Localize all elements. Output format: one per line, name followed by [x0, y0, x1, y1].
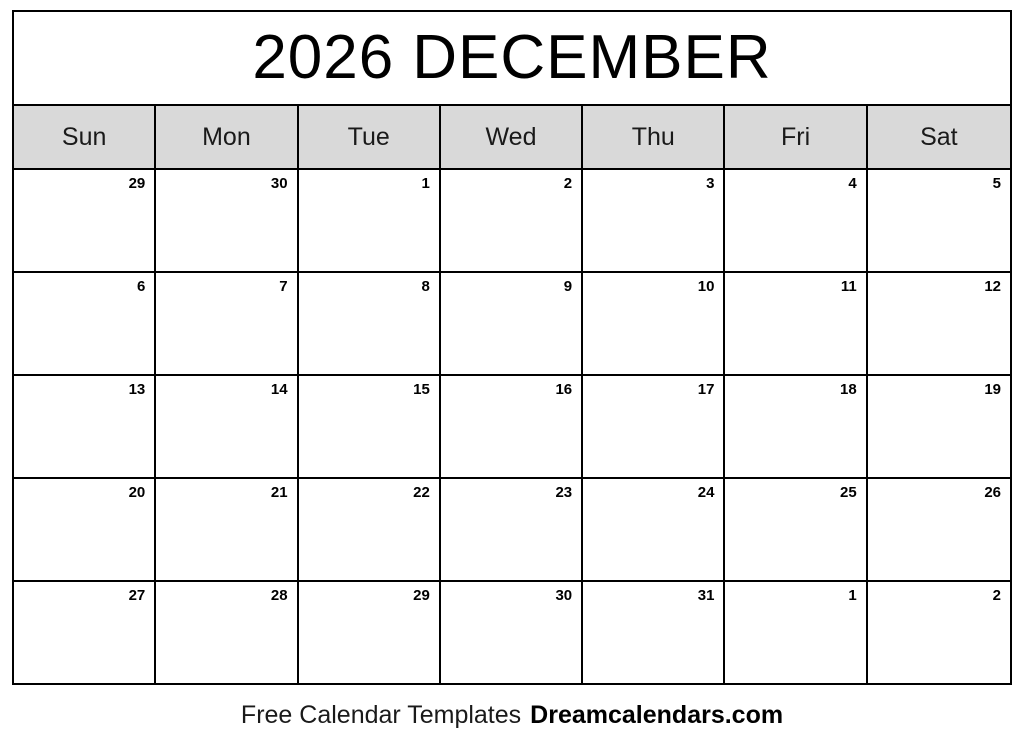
week-row: [14, 273, 1010, 376]
day-cell[interactable]: [299, 170, 441, 271]
day-cell[interactable]: [14, 479, 156, 580]
day-number: 6: [136, 278, 146, 295]
day-cell[interactable]: [868, 479, 1010, 580]
day-cell[interactable]: [868, 170, 1010, 271]
day-cell[interactable]: [725, 170, 867, 271]
day-number: 26: [984, 484, 1001, 501]
title-month: DECEMBER: [412, 23, 772, 92]
day-number: 29: [413, 587, 430, 604]
week-row: [14, 376, 1010, 479]
day-number: 24: [697, 484, 715, 501]
day-number: 8: [421, 278, 430, 295]
day-cell[interactable]: [441, 376, 583, 477]
day-number: 5: [992, 175, 1001, 192]
day-cell[interactable]: [14, 170, 156, 271]
weekday-wed: [441, 106, 583, 168]
day-cell[interactable]: [156, 273, 298, 374]
weekday-label: Wed: [485, 122, 537, 151]
day-number: 22: [413, 484, 430, 501]
day-number: 1: [848, 587, 857, 604]
day-cell[interactable]: [299, 273, 441, 374]
calendar-footer: [12, 685, 1012, 745]
day-number: 30: [270, 175, 288, 192]
day-cell[interactable]: [725, 376, 867, 477]
day-number: 9: [563, 278, 573, 295]
day-number: 31: [697, 587, 715, 604]
weekday-fri: [725, 106, 867, 168]
day-number: 7: [279, 278, 288, 295]
day-number: 1: [421, 175, 430, 192]
day-number: 25: [840, 484, 857, 501]
weekday-label: Tue: [347, 122, 390, 151]
day-cell[interactable]: [583, 479, 725, 580]
day-cell[interactable]: [725, 479, 867, 580]
day-cell[interactable]: [14, 376, 156, 477]
day-number: 27: [128, 587, 146, 604]
day-number: 13: [128, 381, 146, 398]
day-number: 16: [555, 381, 573, 398]
title-year: 2026: [252, 23, 395, 92]
day-number: 29: [128, 175, 146, 192]
weekday-label: Mon: [202, 122, 251, 151]
day-number: 21: [270, 484, 288, 501]
day-cell[interactable]: [583, 582, 725, 683]
day-number: 30: [555, 587, 573, 604]
footer-brand[interactable]: Dreamcalendars.com: [530, 700, 784, 729]
weekday-header-row: [14, 106, 1010, 170]
day-number: 11: [840, 278, 857, 295]
day-cell[interactable]: [441, 582, 583, 683]
day-number: 14: [270, 381, 288, 398]
day-number: 2: [992, 587, 1001, 604]
day-cell[interactable]: [14, 582, 156, 683]
day-number: 20: [128, 484, 146, 501]
day-cell[interactable]: [868, 376, 1010, 477]
day-cell[interactable]: [868, 582, 1010, 683]
day-number: 3: [706, 175, 715, 192]
day-cell[interactable]: [583, 170, 725, 271]
day-number: 18: [840, 381, 857, 398]
day-number: 4: [848, 175, 857, 192]
weekday-label: Thu: [631, 122, 675, 151]
weekday-tue: [299, 106, 441, 168]
day-cell[interactable]: [441, 273, 583, 374]
day-number: 12: [984, 278, 1001, 295]
week-row: [14, 170, 1010, 273]
day-cell[interactable]: [725, 273, 867, 374]
day-number: 2: [563, 175, 573, 192]
day-cell[interactable]: [583, 273, 725, 374]
day-cell[interactable]: [868, 273, 1010, 374]
day-cell[interactable]: [441, 479, 583, 580]
day-cell[interactable]: [14, 273, 156, 374]
weekday-label: Fri: [780, 122, 811, 151]
week-row: [14, 582, 1010, 683]
weekday-thu: [583, 106, 725, 168]
day-number: 15: [413, 381, 430, 398]
day-number: 17: [697, 381, 715, 398]
weekday-sat: [868, 106, 1010, 168]
weekday-sun: [14, 106, 156, 168]
day-number: 10: [697, 278, 715, 295]
day-cell[interactable]: [299, 376, 441, 477]
day-cell[interactable]: [299, 582, 441, 683]
day-cell[interactable]: [156, 582, 298, 683]
day-cell[interactable]: [441, 170, 583, 271]
weekday-label: Sun: [61, 122, 107, 151]
week-row: [14, 479, 1010, 582]
title-line: [252, 23, 772, 92]
calendar-table: [12, 10, 1012, 685]
day-cell[interactable]: [156, 479, 298, 580]
day-cell[interactable]: [583, 376, 725, 477]
day-cell[interactable]: [725, 582, 867, 683]
calendar-title: [14, 12, 1010, 106]
weekday-label: Sat: [920, 122, 958, 151]
footer-text: Free Calendar Templates: [240, 700, 522, 729]
day-number: 28: [270, 587, 288, 604]
day-cell[interactable]: [299, 479, 441, 580]
day-cell[interactable]: [156, 376, 298, 477]
day-number: 23: [555, 484, 573, 501]
day-cell[interactable]: [156, 170, 298, 271]
weekday-mon: [156, 106, 298, 168]
day-number: 19: [984, 381, 1001, 398]
